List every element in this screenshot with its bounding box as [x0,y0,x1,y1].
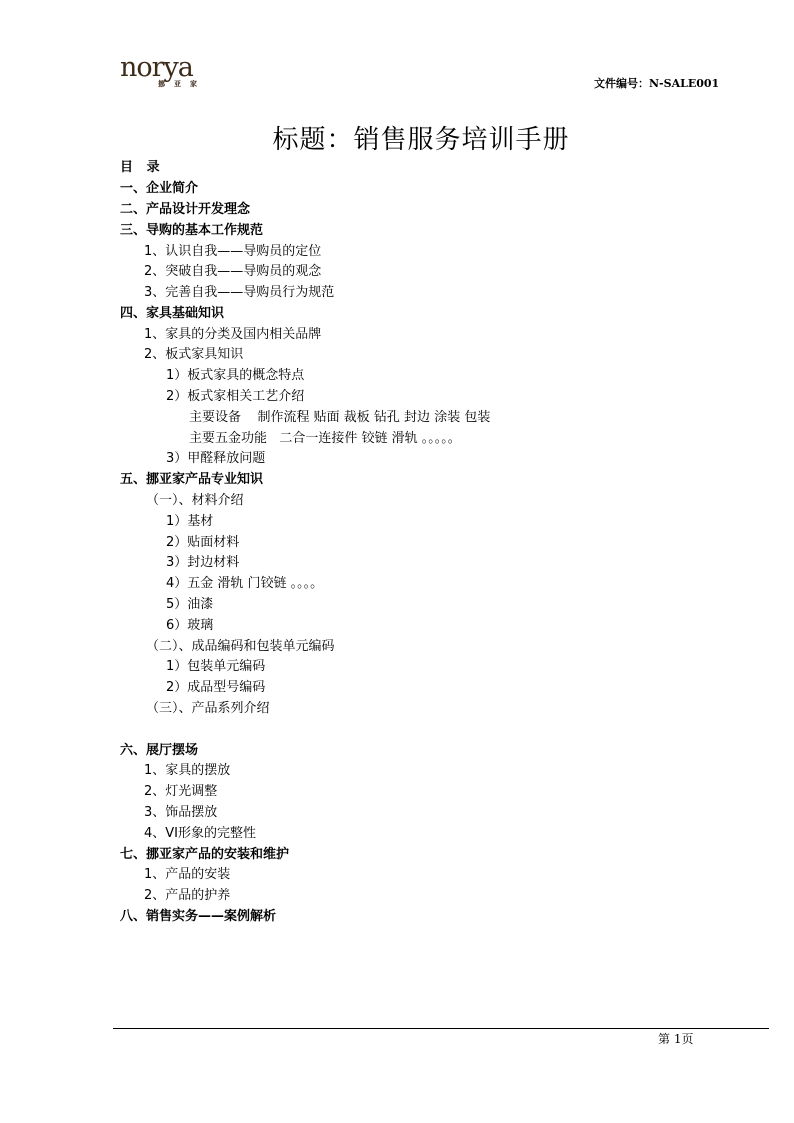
toc-subitem: 5）油漆 [166,597,214,612]
toc-subitem: 2）贴面材料 [166,535,240,550]
toc-item: 1、家具的分类及国内相关品牌 [144,327,322,342]
toc-item: 2、产品的护养 [144,888,231,903]
toc-section: 三、导购的基本工作规范 [120,223,264,238]
logo-chinese-name: 挪亚家 [158,80,206,88]
toc-item: 4、VI形象的完整性 [144,826,256,841]
toc-subitem: 2）成品型号编码 [166,680,266,695]
footer-divider [113,1028,769,1029]
toc-item: 1、产品的安装 [144,867,231,882]
toc-section: 四、家具基础知识 [120,306,225,321]
toc-section: 一、企业简介 [120,181,199,196]
toc-item: 2、板式家具知识 [144,347,244,362]
toc-subitem: 1）板式家具的概念特点 [166,368,305,383]
toc-item: 1、认识自我——导购员的定位 [144,244,322,259]
toc-subitem: 1）包装单元编码 [166,659,266,674]
toc-section: 二、产品设计开发理念 [120,202,251,217]
page-number: 第 1页 [658,1032,694,1046]
toc-subitem: 3）甲醛释放问题 [166,451,266,466]
toc-section: 八、销售实务——案例解析 [120,909,277,924]
company-logo [120,54,210,94]
document-number: 文件编号：N-SALE001 [594,77,720,90]
toc-subitem: 4）五金 滑轨 门铰链 。。。。 [166,576,324,591]
toc-detail: 主要设备 制作流程 贴面 裁板 钻孔 封边 涂装 包装 [189,410,491,425]
toc-item: （三）、产品系列介绍 [146,701,270,716]
logo-wordmark: norya [120,52,193,83]
toc-item: 3、完善自我——导购员行为规范 [144,285,335,300]
toc-section: 五、挪亚家产品专业知识 [120,472,264,487]
document-title: 标题：销售服务培训手册 [272,125,570,155]
toc-item: （二）、成品编码和包装单元编码 [146,639,335,654]
toc-item: （一）、材料介绍 [146,493,244,508]
toc-subitem: 3）封边材料 [166,555,240,570]
toc-detail: 主要五金功能 二合一连接件 铰链 滑轨 。。。。。 [189,431,461,446]
toc-subitem: 2）板式家相关工艺介绍 [166,389,305,404]
toc-heading: 目 录 [120,160,160,175]
toc-section: 七、挪亚家产品的安装和维护 [120,847,290,862]
toc-subitem: 6）玻璃 [166,618,214,633]
toc-section: 六、展厅摆场 [120,743,199,758]
toc-item: 2、灯光调整 [144,784,218,799]
toc-item: 3、饰品摆放 [144,805,218,820]
toc-item: 1、家具的摆放 [144,763,231,778]
toc-subitem: 1）基材 [166,514,214,529]
toc-item: 2、突破自我——导购员的观念 [144,264,322,279]
